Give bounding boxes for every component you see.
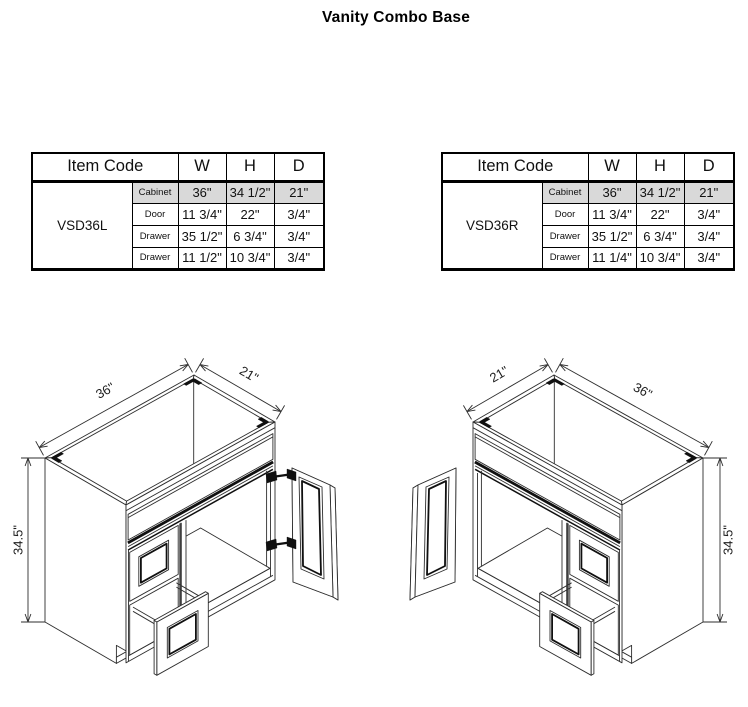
item-code-value: VSD36R (442, 181, 542, 269)
component-cell: Door (132, 203, 178, 225)
vanity-drawing-vsd36r (374, 340, 748, 702)
component-cell: Cabinet (132, 181, 178, 203)
value-cell: 22" (636, 203, 684, 225)
header-item-code: Item Code (442, 153, 588, 181)
value-cell: 22" (226, 203, 274, 225)
header-d: D (684, 153, 734, 181)
page-title: Vanity Combo Base (321, 9, 471, 26)
value-cell: 6 3/4" (226, 225, 274, 247)
value-cell: 3/4" (684, 203, 734, 225)
component-cell: Drawer (132, 225, 178, 247)
value-cell: 36" (588, 181, 636, 203)
spec-table-vsd36l (31, 152, 325, 271)
value-cell: 34 1/2" (226, 181, 274, 203)
header-h: H (636, 153, 684, 181)
header-d: D (274, 153, 324, 181)
value-cell: 10 3/4" (226, 247, 274, 269)
header-w: W (588, 153, 636, 181)
cabinet-isometric-svg (0, 340, 374, 702)
value-cell: 6 3/4" (636, 225, 684, 247)
value-cell: 21" (684, 181, 734, 203)
header-h: H (226, 153, 274, 181)
component-cell: Drawer (542, 247, 588, 269)
vanity-drawing-vsd36l (0, 340, 374, 702)
cabinet-isometric-svg (374, 340, 748, 702)
value-cell: 34 1/2" (636, 181, 684, 203)
value-cell: 11 3/4" (178, 203, 226, 225)
component-cell: Drawer (542, 225, 588, 247)
value-cell: 3/4" (274, 225, 324, 247)
dim-height-label: 34.5" (10, 525, 26, 555)
dim-depth-label: 21" (486, 362, 511, 386)
dim-depth-label: 21" (237, 362, 262, 386)
header-item-code: Item Code (32, 153, 178, 181)
value-cell: 3/4" (684, 225, 734, 247)
component-cell: Cabinet (542, 181, 588, 203)
header-w: W (178, 153, 226, 181)
value-cell: 11 1/4" (588, 247, 636, 269)
component-cell: Drawer (132, 247, 178, 269)
value-cell: 10 3/4" (636, 247, 684, 269)
value-cell: 36" (178, 181, 226, 203)
value-cell: 21" (274, 181, 324, 203)
item-code-value: VSD36L (32, 181, 132, 269)
dim-width-label: 36" (630, 379, 655, 402)
value-cell: 3/4" (274, 203, 324, 225)
dim-width-label: 36" (93, 379, 118, 402)
value-cell: 11 3/4" (588, 203, 636, 225)
component-cell: Door (542, 203, 588, 225)
value-cell: 35 1/2" (588, 225, 636, 247)
value-cell: 11 1/2" (178, 247, 226, 269)
dim-height-label: 34.5" (720, 525, 736, 555)
value-cell: 35 1/2" (178, 225, 226, 247)
spec-table-vsd36r (441, 152, 735, 271)
value-cell: 3/4" (274, 247, 324, 269)
value-cell: 3/4" (684, 247, 734, 269)
